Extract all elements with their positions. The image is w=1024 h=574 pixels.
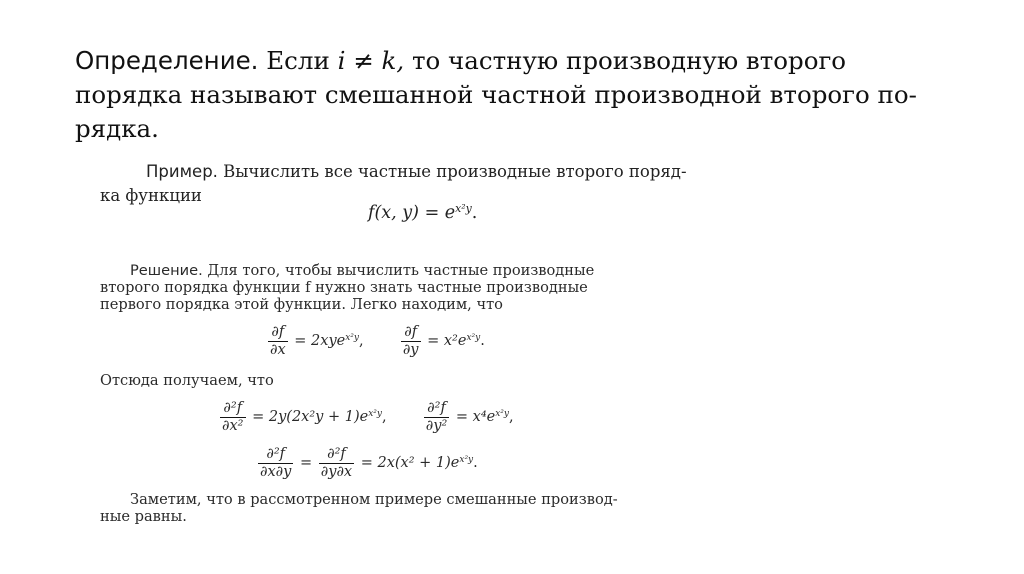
d2y-numerator: ∂²f: [424, 400, 450, 418]
definition-math: i ≠ k,: [337, 46, 405, 75]
dfdx-exponent: x²y: [345, 333, 359, 344]
dfdx-numerator: ∂f: [268, 324, 288, 342]
first-derivatives-equation: [266, 324, 485, 358]
mixed-derivatives-equation: [256, 446, 478, 480]
solution-line-2: второго порядка функции f нужно знать частные производные: [100, 279, 588, 296]
example-formula-exponent: x²y: [455, 202, 472, 216]
example-line-2: ка функции: [100, 186, 202, 205]
d2y-rhs: = x⁴e: [455, 409, 496, 426]
mixed-b-fraction: [319, 446, 354, 480]
solution-text-1: Для того, чтобы вычислить частные производные: [207, 262, 595, 279]
conclusion-line-1: Заметим, что в рассмотренном примере смешанные производ-: [130, 491, 618, 508]
dfdy-fraction: [401, 324, 421, 358]
mixed-b-numerator: ∂²f: [319, 446, 354, 464]
mixed-b-denominator: ∂y∂x: [320, 463, 353, 480]
dfdx-fraction: [268, 324, 288, 358]
d2x-numerator: ∂²f: [220, 400, 246, 418]
then-text: Отсюда получаем, что: [100, 372, 274, 389]
dfdx-rhs: = 2xye: [294, 333, 346, 350]
mixed-eq: =: [299, 455, 313, 472]
solution-line-1: [100, 262, 594, 279]
d2y-exponent: x²y: [495, 409, 509, 420]
conclusion-line-2: ные равны.: [100, 508, 187, 525]
second-derivatives-equation: [218, 400, 514, 434]
example-line-1: [100, 160, 687, 184]
solution-paragraph: [100, 262, 594, 313]
d2y-fraction: [424, 400, 450, 434]
mixed-rhs: = 2x(x² + 1)e: [360, 455, 460, 472]
d2y-denominator: ∂y²: [425, 417, 448, 434]
d2x-sep: ,: [381, 409, 387, 426]
d2x-denominator: ∂x²: [222, 417, 244, 434]
d2x-fraction: [220, 400, 246, 434]
definition-line-1: [75, 44, 917, 78]
mixed-a-fraction: [258, 446, 293, 480]
dfdy-exponent: x²y: [466, 333, 481, 344]
dfdx-sep: ,: [358, 333, 364, 350]
definition-line-3: рядка.: [75, 114, 159, 143]
dfdy-denominator: ∂y: [402, 341, 419, 358]
mixed-a-numerator: ∂²f: [258, 446, 293, 464]
example-label: Пример.: [146, 162, 218, 181]
dfdy-numerator: ∂f: [401, 324, 421, 342]
example-text-1: Вычислить все частные производные второго поряд-: [223, 162, 687, 181]
dfdy-rhs: = x²e: [427, 333, 467, 350]
d2x-exponent: x²y: [368, 409, 382, 420]
mixed-exponent: x²y: [459, 455, 474, 466]
definition-paragraph: [75, 44, 917, 146]
d2y-end: ,: [508, 409, 514, 426]
solution-line-3: первого порядка этой функции. Легко находим, что: [100, 296, 503, 313]
mixed-a-denominator: ∂x∂y: [260, 463, 292, 480]
example-paragraph: [100, 160, 687, 208]
definition-text-post: то частную производную второго: [411, 46, 847, 75]
conclusion-paragraph: [100, 491, 618, 525]
example-formula: [368, 203, 477, 223]
d2x-rhs: = 2y(2x²y + 1)e: [252, 409, 369, 426]
definition-label: Определение.: [75, 46, 259, 75]
solution-label: Решение.: [130, 262, 203, 279]
dfdx-denominator: ∂x: [270, 341, 286, 358]
definition-line-2: порядка называют смешанной частной производной второго по-: [75, 80, 917, 109]
dfdy-end: .: [480, 333, 485, 350]
example-formula-lhs: f(x, y) = e: [368, 203, 456, 223]
mixed-end: .: [473, 455, 478, 472]
example-formula-end: .: [471, 203, 478, 223]
definition-text-pre: Если: [266, 46, 330, 75]
